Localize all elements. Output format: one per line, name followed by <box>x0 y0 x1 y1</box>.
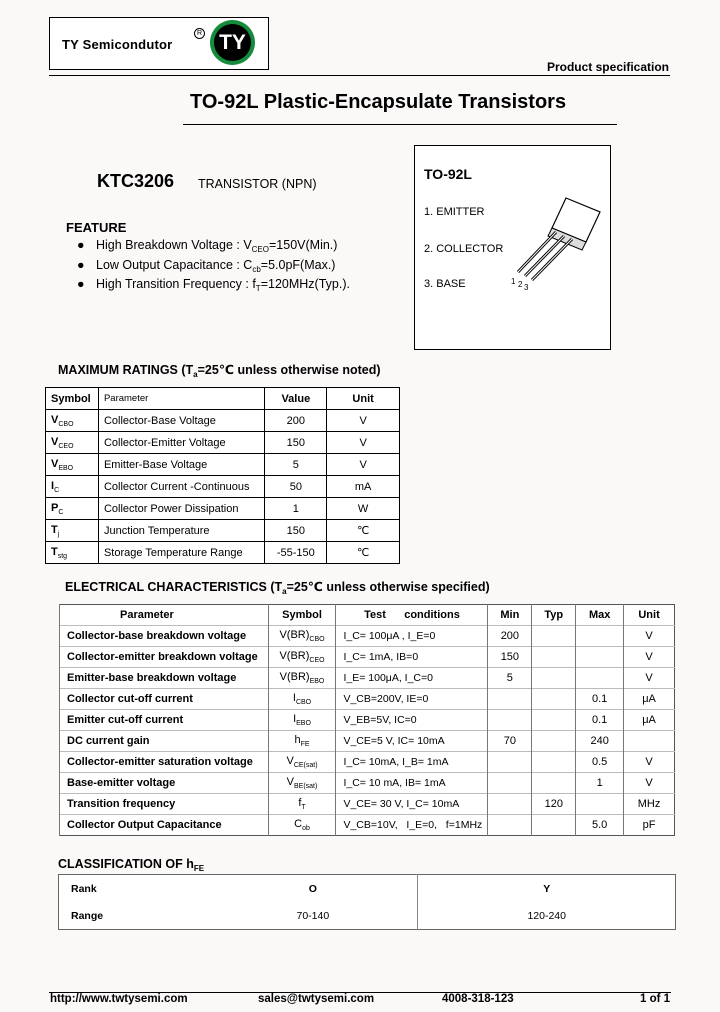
title-underline <box>183 124 617 125</box>
bullet-icon: ● <box>77 238 85 252</box>
footer-url[interactable]: http://www.twtysemi.com <box>50 993 188 1005</box>
to92l-package-drawing <box>508 190 608 290</box>
feature-item: ● Low Output Capacitance : $C_{cb}=5.0pF(Max.)$ <box>77 258 336 274</box>
pin-emitter: 1. EMITTER <box>424 206 485 218</box>
table-row: Emitter-base breakdown voltage $V(BR)_{EBO}$ I_E= 100μA, I_C=0 5 V <box>60 668 675 689</box>
product-specification-label: Product specification <box>546 60 669 74</box>
footer-page-number: 1 of 1 <box>640 993 671 1005</box>
pin-number-2: 2 <box>518 280 523 289</box>
max-ratings-heading: MAXIMUM RATINGS ($T_a=25℃$ unless otherwise noted) <box>58 363 381 379</box>
table-row: $I_C$ Collector Current -Continuous 50 mA <box>46 476 400 498</box>
table-header-row: Parameter Symbol Test conditions Min Typ Max Unit <box>60 605 675 626</box>
table-row: Rank O Y <box>59 875 676 903</box>
pin-number-3: 3 <box>524 283 529 290</box>
max-ratings-table <box>45 387 400 564</box>
table-row: DC current gain $h_{FE}$ V_CE=5 V, IC= 10mA 70 240 <box>60 731 675 752</box>
table-row: Base-emitter voltage $V_{BE(sat)}$ I_C= 10 mA, IB= 1mA 1 V <box>60 773 675 794</box>
pin-number-1: 1 <box>511 277 516 286</box>
pin-collector: 2. COLLECTOR <box>424 243 504 255</box>
table-row: Collector-base breakdown voltage $V(BR)_{CBO}$ I_C= 100μA , I_E=0 200 V <box>60 626 675 647</box>
table-row: Collector Output Capacitance $C_{ob}$ V_CB=10V, I_E=0, f=1MHz 5.0 pF <box>60 815 675 836</box>
classification-table <box>58 874 676 930</box>
pin-base: 3. BASE <box>424 278 466 290</box>
feature-item: ● High Transition Frequency : $f_T=120MHz(Typ.)$. <box>77 277 350 293</box>
brand-name: TY Semicondutor <box>62 37 173 52</box>
table-row: $T_{stg}$ Storage Temperature Range -55-150 ℃ <box>46 542 400 564</box>
table-row: $V_{EBO}$ Emitter-Base Voltage 5 V <box>46 454 400 476</box>
document-title: TO-92L Plastic-Encapsulate Transistors <box>190 91 567 113</box>
part-number: KTC3206 <box>97 171 175 191</box>
footer-email[interactable]: sales@twtysemi.com <box>258 993 375 1005</box>
feature-item: ● High Breakdown Voltage : $V_{CEO}=150V(Min.)$ <box>77 238 338 254</box>
table-row: Range 70-140 120-240 <box>59 902 676 930</box>
logo-text: TY <box>214 24 251 61</box>
table-row: Collector cut-off current $I_{CBO}$ V_CB=200V, IE=0 0.1 μA <box>60 689 675 710</box>
table-row: $V_{CBO}$ Collector-Base Voltage 200 V <box>46 410 400 432</box>
feature-heading: FEATURE <box>66 220 127 235</box>
table-row: $T_j$ Junction Temperature 150 ℃ <box>46 520 400 542</box>
table-row: Collector-emitter saturation voltage $V_{CE(sat)}$ I_C= 10mA, I_B= 1mA 0.5 V <box>60 752 675 773</box>
bullet-icon: ● <box>77 258 85 272</box>
table-row: $V_{CEO}$ Collector-Emitter Voltage 150 V <box>46 432 400 454</box>
classification-heading: CLASSIFICATION OF $h_{FE}$ <box>58 857 205 873</box>
table-row: Emitter cut-off current $I_{EBO}$ V_EB=5V, IC=0 0.1 μA <box>60 710 675 731</box>
table-row: $P_C$ Collector Power Dissipation 1 W <box>46 498 400 520</box>
table-row: Transition frequency $f_T$ V_CE= 30 V, I_C= 10mA 120 MHz <box>60 794 675 815</box>
electrical-heading: ELECTRICAL CHARACTERISTICS ($T_a=25℃$ unless otherwise specified) <box>65 580 490 596</box>
part-type: TRANSISTOR (NPN) <box>198 177 317 191</box>
table-header-row: Symbol Parameter Value Unit <box>46 388 400 410</box>
electrical-characteristics-table <box>59 604 675 836</box>
header-rule <box>49 75 670 76</box>
footer-phone: 4008-318-123 <box>442 993 514 1005</box>
bullet-icon: ● <box>77 277 85 291</box>
table-row: Collector-emitter breakdown voltage $V(BR)_{CEO}$ I_C= 1mA, IB=0 150 V <box>60 647 675 668</box>
package-name: TO-92L <box>424 166 472 182</box>
company-logo <box>210 20 255 65</box>
registered-mark: R <box>194 28 205 39</box>
